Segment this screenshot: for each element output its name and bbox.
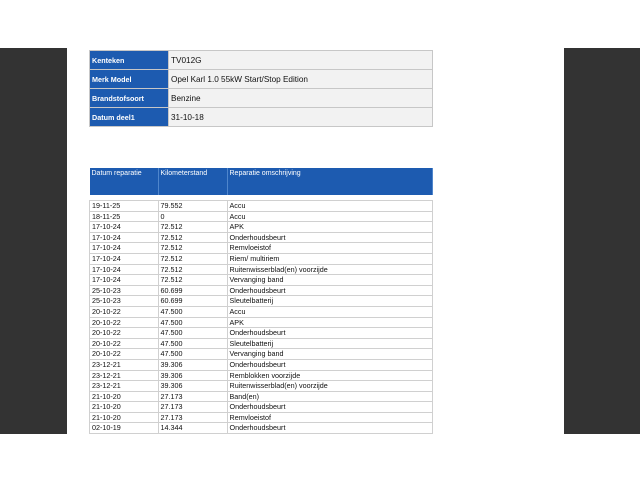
column-header-date: Datum reparatie bbox=[90, 168, 159, 195]
table-row bbox=[90, 243, 433, 254]
table-row bbox=[90, 423, 433, 434]
repair-date-cell: 20-10-22 bbox=[90, 306, 159, 317]
vehicle-info-row bbox=[90, 70, 433, 89]
repair-description-cell: Onderhoudsbeurt bbox=[227, 285, 433, 296]
repair-description-cell: Vervanging band bbox=[227, 275, 433, 286]
repair-date-cell: 21-10-20 bbox=[90, 391, 159, 402]
repair-description-cell: Onderhoudsbeurt bbox=[227, 232, 433, 243]
repair-date-cell: 23-12-21 bbox=[90, 381, 159, 392]
table-row bbox=[90, 338, 433, 349]
mileage-cell: 72.512 bbox=[158, 222, 227, 233]
table-row bbox=[90, 296, 433, 307]
viewer-backdrop-right bbox=[564, 48, 640, 434]
repair-date-cell: 20-10-22 bbox=[90, 328, 159, 339]
mileage-cell: 27.173 bbox=[158, 402, 227, 413]
repair-date-cell: 17-10-24 bbox=[90, 275, 159, 286]
table-row bbox=[90, 328, 433, 339]
mileage-cell: 60.699 bbox=[158, 296, 227, 307]
mileage-cell: 0 bbox=[158, 211, 227, 222]
table-row bbox=[90, 211, 433, 222]
mileage-cell: 72.512 bbox=[158, 275, 227, 286]
repair-date-cell: 02-10-19 bbox=[90, 423, 159, 434]
mileage-cell: 60.699 bbox=[158, 285, 227, 296]
repair-date-cell: 17-10-24 bbox=[90, 232, 159, 243]
mileage-cell: 39.306 bbox=[158, 381, 227, 392]
repair-description-cell: Onderhoudsbeurt bbox=[227, 402, 433, 413]
table-row bbox=[90, 359, 433, 370]
vehicle-field-label: Brandstofsoort bbox=[90, 89, 169, 108]
table-row bbox=[90, 285, 433, 296]
table-row bbox=[90, 222, 433, 233]
repair-history-body bbox=[90, 201, 433, 434]
table-row bbox=[90, 306, 433, 317]
repair-description-cell: Accu bbox=[227, 306, 433, 317]
repair-date-cell: 20-10-22 bbox=[90, 317, 159, 328]
repair-description-cell: Riem/ multiriem bbox=[227, 253, 433, 264]
repair-history-header bbox=[90, 168, 433, 195]
mileage-cell: 39.306 bbox=[158, 370, 227, 381]
mileage-cell: 27.173 bbox=[158, 391, 227, 402]
repair-date-cell: 21-10-20 bbox=[90, 412, 159, 423]
mileage-cell: 47.500 bbox=[158, 328, 227, 339]
table-row bbox=[90, 381, 433, 392]
table-row bbox=[90, 349, 433, 360]
repair-description-cell: Remvloeistof bbox=[227, 412, 433, 423]
table-row bbox=[90, 232, 433, 243]
repair-date-cell: 17-10-24 bbox=[90, 253, 159, 264]
vehicle-field-label: Merk Model bbox=[90, 70, 169, 89]
mileage-cell: 14.344 bbox=[158, 423, 227, 434]
repair-date-cell: 17-10-24 bbox=[90, 222, 159, 233]
repair-description-cell: APK bbox=[227, 317, 433, 328]
column-header-description: Reparatie omschrijving bbox=[227, 168, 433, 195]
mileage-cell: 72.512 bbox=[158, 232, 227, 243]
vehicle-info-row bbox=[90, 108, 433, 127]
repair-description-cell: Onderhoudsbeurt bbox=[227, 328, 433, 339]
repair-description-cell: Ruitenwisserblad(en) voorzijde bbox=[227, 381, 433, 392]
mileage-cell: 72.512 bbox=[158, 253, 227, 264]
mileage-cell: 47.500 bbox=[158, 306, 227, 317]
mileage-cell: 47.500 bbox=[158, 349, 227, 360]
viewer-backdrop-left bbox=[0, 48, 67, 434]
table-row bbox=[90, 370, 433, 381]
repair-description-cell: Band(en) bbox=[227, 391, 433, 402]
vehicle-field-label: Datum deel1 bbox=[90, 108, 169, 127]
repair-date-cell: 25-10-23 bbox=[90, 285, 159, 296]
vehicle-info-body bbox=[90, 51, 433, 127]
repair-description-cell: Accu bbox=[227, 201, 433, 212]
repair-date-cell: 20-10-22 bbox=[90, 349, 159, 360]
repair-date-cell: 25-10-23 bbox=[90, 296, 159, 307]
mileage-cell: 72.512 bbox=[158, 243, 227, 254]
table-row bbox=[90, 201, 433, 212]
repair-description-cell: Onderhoudsbeurt bbox=[227, 359, 433, 370]
table-row bbox=[90, 402, 433, 413]
mileage-cell: 47.500 bbox=[158, 338, 227, 349]
repair-date-cell: 17-10-24 bbox=[90, 243, 159, 254]
vehicle-field-value: Opel Karl 1.0 55kW Start/Stop Edition bbox=[169, 70, 433, 89]
vehicle-field-value: TV012G bbox=[169, 51, 433, 70]
vehicle-info-table bbox=[89, 50, 433, 127]
column-header-mileage: Kilometerstand bbox=[158, 168, 227, 195]
repair-description-cell: Remblokken voorzijde bbox=[227, 370, 433, 381]
vehicle-field-value: 31-10-18 bbox=[169, 108, 433, 127]
repair-date-cell: 20-10-22 bbox=[90, 338, 159, 349]
table-row bbox=[90, 253, 433, 264]
repair-description-cell: Onderhoudsbeurt bbox=[227, 423, 433, 434]
table-row bbox=[90, 275, 433, 286]
repair-date-cell: 17-10-24 bbox=[90, 264, 159, 275]
repair-description-cell: Accu bbox=[227, 211, 433, 222]
mileage-cell: 27.173 bbox=[158, 412, 227, 423]
table-row bbox=[90, 317, 433, 328]
table-row bbox=[90, 412, 433, 423]
mileage-cell: 79.552 bbox=[158, 201, 227, 212]
header-row bbox=[90, 168, 433, 195]
repair-description-cell: APK bbox=[227, 222, 433, 233]
repair-description-cell: Vervanging band bbox=[227, 349, 433, 360]
repair-description-cell: Remvloeistof bbox=[227, 243, 433, 254]
repair-description-cell: Ruitenwisserblad(en) voorzijde bbox=[227, 264, 433, 275]
mileage-cell: 47.500 bbox=[158, 317, 227, 328]
vehicle-info-row bbox=[90, 89, 433, 108]
repair-history-table bbox=[89, 168, 433, 434]
repair-description-cell: Sleutelbatterij bbox=[227, 338, 433, 349]
repair-date-cell: 21-10-20 bbox=[90, 402, 159, 413]
repair-date-cell: 19-11-25 bbox=[90, 201, 159, 212]
repair-date-cell: 23-12-21 bbox=[90, 370, 159, 381]
mileage-cell: 72.512 bbox=[158, 264, 227, 275]
repair-date-cell: 23-12-21 bbox=[90, 359, 159, 370]
vehicle-field-value: Benzine bbox=[169, 89, 433, 108]
vehicle-field-label: Kenteken bbox=[90, 51, 169, 70]
repair-date-cell: 18-11-25 bbox=[90, 211, 159, 222]
repair-description-cell: Sleutelbatterij bbox=[227, 296, 433, 307]
mileage-cell: 39.306 bbox=[158, 359, 227, 370]
table-row bbox=[90, 264, 433, 275]
vehicle-info-row bbox=[90, 51, 433, 70]
table-row bbox=[90, 391, 433, 402]
